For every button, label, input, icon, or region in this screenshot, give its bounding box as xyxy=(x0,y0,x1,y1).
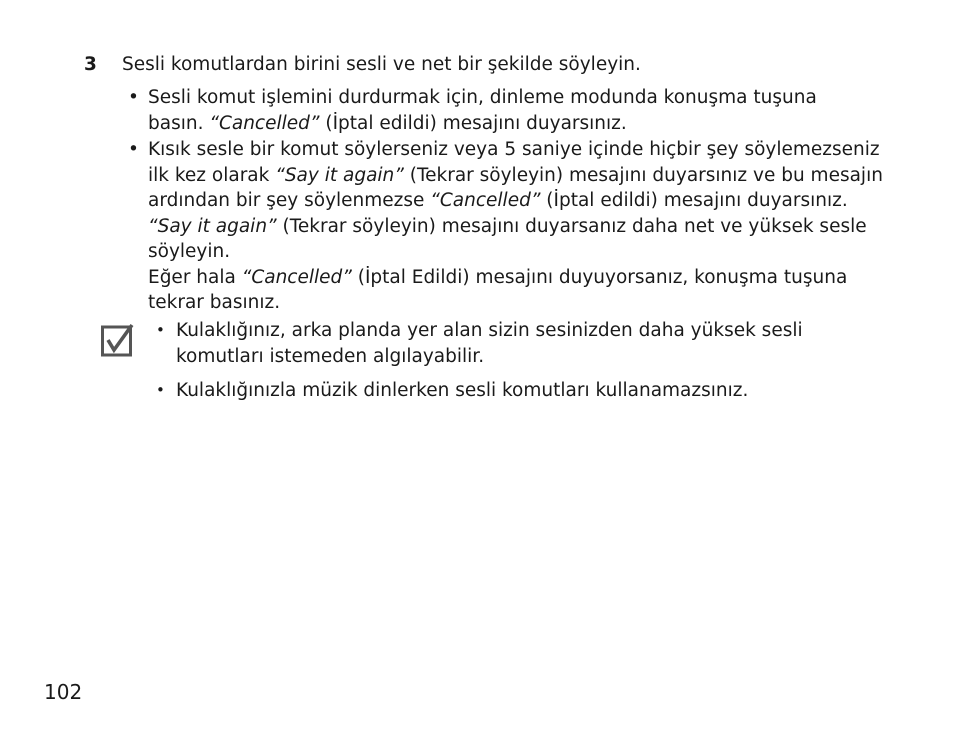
note-item-background-noise xyxy=(154,318,874,369)
text-run: (Tekrar söyleyin) mesajını duyarsanız daha net ve yüksek sesle xyxy=(276,215,867,237)
bullet-marker: • xyxy=(128,139,139,160)
text-run: tekrar basınız. xyxy=(148,292,281,313)
text-run: ardından bir şey söylenmezse xyxy=(148,190,431,211)
bullet-line xyxy=(148,239,886,265)
instruction-bullet-list xyxy=(126,85,886,316)
bullet-line xyxy=(148,265,886,291)
step-text: Sesli komutlardan birini sesli ve net bir şekilde söyleyin. xyxy=(122,54,641,75)
bullet-line xyxy=(148,290,886,316)
italic-message-text: “Cancelled” xyxy=(209,112,320,134)
italic-message-text: “Cancelled” xyxy=(241,266,352,288)
note-line xyxy=(176,344,874,370)
bullet-line xyxy=(148,214,886,240)
text-run: Sesli komut işlemini durdurmak için, dinleme modunda konuşma tuşuna xyxy=(148,87,817,108)
checkbox-checked-icon xyxy=(101,323,135,357)
step-number: 3 xyxy=(84,54,97,75)
bullet-line xyxy=(148,111,886,137)
text-run: (İptal edildi) mesajını duyarsınız. xyxy=(319,112,627,134)
page-number: 102 xyxy=(44,680,83,704)
text-run: (İptal edildi) mesajını duyarsınız. xyxy=(540,190,848,211)
text-run: (İptal Edildi) mesajını duyuyorsanız, konuşma tuşuna xyxy=(351,266,848,288)
note-list xyxy=(154,318,874,404)
note-bullet-marker: • xyxy=(156,381,165,399)
text-run: Eğer hala xyxy=(148,266,242,288)
italic-message-text: “Cancelled” xyxy=(430,190,541,211)
text-run: Kulaklığınız, arka planda yer alan sizin sesinizden daha yüksek sesli xyxy=(176,320,803,341)
text-run: (Tekrar söyleyin) mesajını duyarsınız ve bu mesajın xyxy=(403,164,883,186)
text-run: söyleyin. xyxy=(148,241,231,262)
bullet-line xyxy=(148,188,886,214)
bullet-marker: • xyxy=(128,87,139,108)
text-run: komutları istemeden algılayabilir. xyxy=(176,345,485,367)
note-item-music xyxy=(154,378,874,404)
text-run: basın. xyxy=(148,112,210,134)
bullet-line xyxy=(148,137,886,163)
bullet-item-cancel xyxy=(126,85,886,136)
note-line xyxy=(176,378,874,404)
italic-message-text: “Say it again” xyxy=(148,215,277,237)
text-run: Kulaklığınızla müzik dinlerken sesli komutları kullanamazsınız. xyxy=(176,380,749,401)
text-run: ilk kez olarak xyxy=(148,164,276,186)
bullet-line xyxy=(148,163,886,189)
text-run: Kısık sesle bir komut söylerseniz veya 5 saniye içinde hiçbir şey söylemezseniz xyxy=(148,139,880,160)
bullet-item-say-again xyxy=(126,137,886,316)
note-bullet-marker: • xyxy=(156,321,165,339)
bullet-line xyxy=(148,85,886,111)
note-line xyxy=(176,318,874,344)
italic-message-text: “Say it again” xyxy=(275,164,404,186)
